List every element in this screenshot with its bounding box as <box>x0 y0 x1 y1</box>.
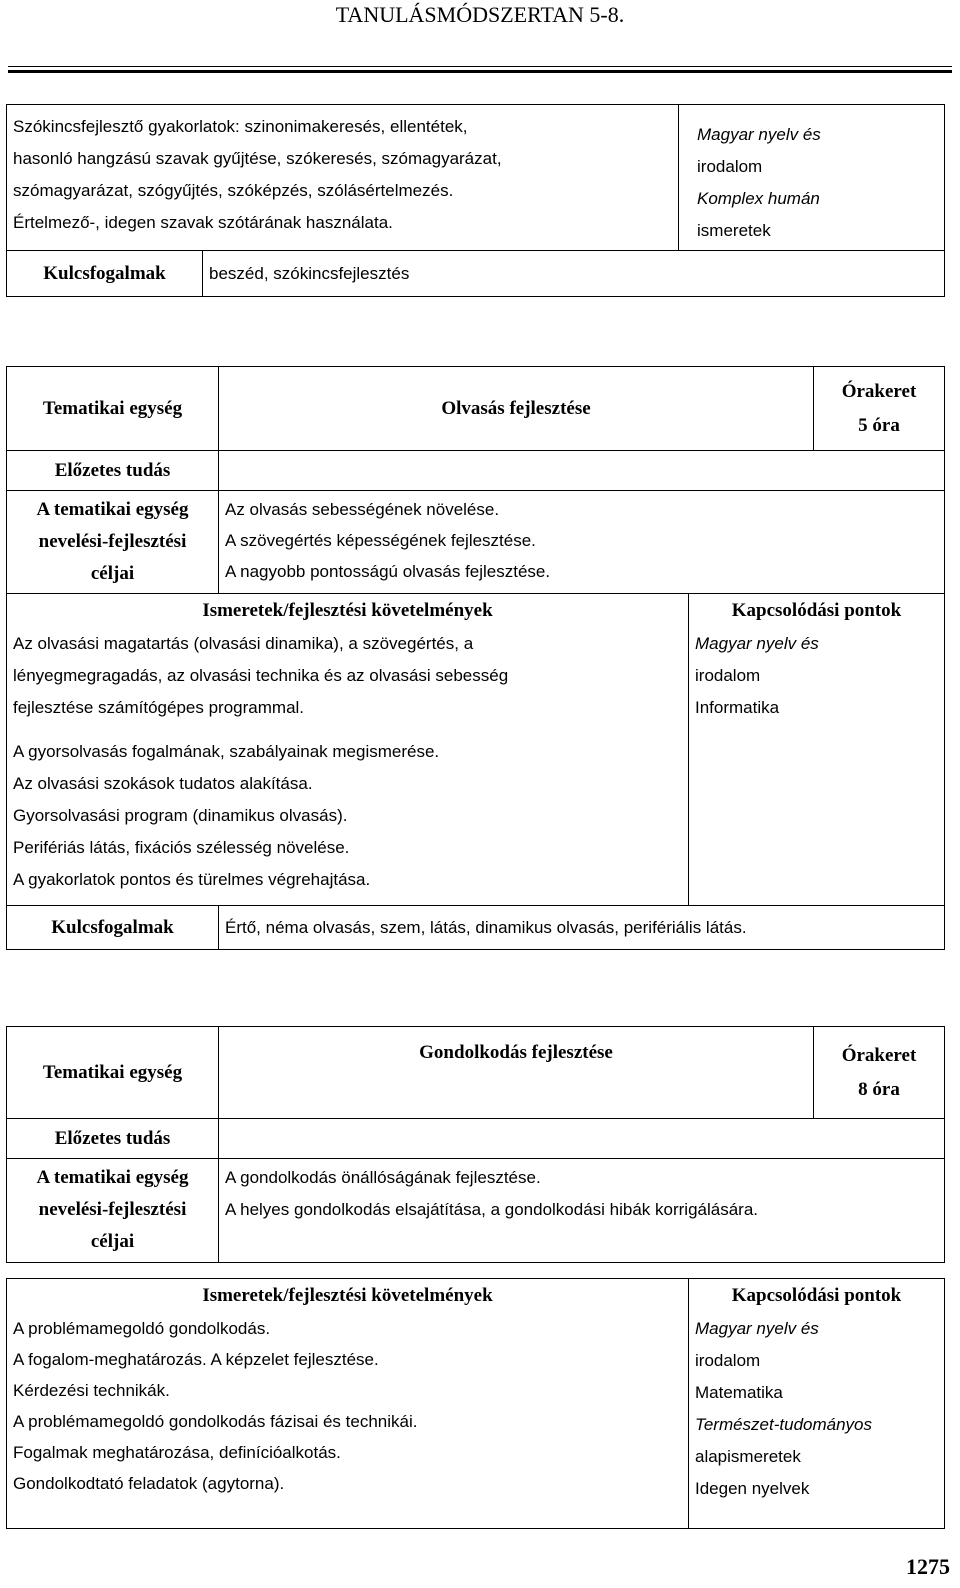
connection-item: Komplex humán <box>697 189 820 208</box>
content-line: szómagyarázat, szógyűjtés, szóképzés, szólásértelmezés. <box>13 181 454 200</box>
running-header: TANULÁSMÓDSZERTAN 5-8. <box>335 2 625 27</box>
connection-item: irodalom <box>697 157 763 176</box>
requirement-line: Az olvasási magatartás (olvasási dinamika), a szövegértés, a <box>13 634 474 653</box>
prior-label: Előzetes tudás <box>7 451 219 491</box>
connection-item: irodalom <box>695 666 761 685</box>
spacer-row <box>7 1263 945 1279</box>
goal-item: A nagyobb pontosságú olvasás fejlesztése. <box>225 562 551 581</box>
keywords-label: Kulcsfogalmak <box>7 251 203 297</box>
keywords-value: Értő, néma olvasás, szem, látás, dinamikus olvasás, perifériális látás. <box>219 906 945 950</box>
top-table <box>6 104 945 297</box>
requirements-cell <box>7 594 689 906</box>
content-line: hasonló hangzású szavak gyűjtése, szókeresés, szómagyarázat, <box>13 149 502 168</box>
requirements-cell <box>7 1279 689 1529</box>
requirement-line: Gondolkodtató feladatok (agytorna). <box>13 1474 285 1493</box>
requirement-line: Fogalmak meghatározása, definícióalkotás. <box>13 1443 341 1462</box>
goals-label-line: nevelési-fejlesztési <box>38 1199 187 1220</box>
requirement-line: lényegmegragadás, az olvasási technika és az olvasási sebesség <box>13 666 509 685</box>
hours-cell <box>814 1027 945 1119</box>
goals-label-line: nevelési-fejlesztési <box>38 531 187 552</box>
hours-value: 5 óra <box>858 414 900 436</box>
connection-item: ismeretek <box>697 221 771 240</box>
hours-value: 8 óra <box>858 1078 900 1100</box>
connection-item: Matematika <box>695 1383 783 1402</box>
content-line: Szókincsfejlesztő gyakorlatok: szinonimakeresés, ellentétek, <box>13 117 468 136</box>
goals-label-line: céljai <box>90 1231 135 1252</box>
connections-cell <box>689 1279 945 1529</box>
requirement-line: A gyorsolvasás fogalmának, szabályainak megismerése. <box>13 742 440 761</box>
connection-item: Idegen nyelvek <box>695 1479 810 1498</box>
connections-heading: Kapcsolódási pontok <box>731 600 902 621</box>
requirement-line: Kérdezési technikák. <box>13 1381 170 1400</box>
hours-label: Órakeret <box>841 1044 917 1066</box>
top-connections-cell <box>679 105 945 251</box>
requirements-heading: Ismeretek/fejlesztési követelmények <box>202 600 493 621</box>
requirement-line: Perifériás látás, fixációs szélesség növelése. <box>13 838 350 857</box>
requirement-line: A problémamegoldó gondolkodás fázisai és technikái. <box>13 1412 418 1431</box>
prior-value <box>219 1119 945 1159</box>
page-number: 1275 <box>906 1554 950 1579</box>
hours-label: Órakeret <box>841 380 917 402</box>
requirement-line: A problémamegoldó gondolkodás. <box>13 1319 271 1338</box>
prior-label: Előzetes tudás <box>7 1119 219 1159</box>
connection-item: Természet-tudományos <box>695 1415 873 1434</box>
connection-item: alapismeretek <box>695 1447 801 1466</box>
topic-label: Tematikai egység <box>7 367 219 451</box>
header-rule-thick <box>8 70 952 73</box>
requirement-line: fejlesztése számítógépes programmal. <box>13 698 305 717</box>
requirement-line: Az olvasási szokások tudatos alakítása. <box>13 774 313 793</box>
hours-cell <box>814 367 945 451</box>
connection-item: Magyar nyelv és <box>695 1319 819 1338</box>
unit1-table <box>6 366 945 950</box>
requirement-line: A gyakorlatok pontos és türelmes végrehajtása. <box>13 870 371 889</box>
topic-title: Olvasás fejlesztése <box>219 367 814 451</box>
keywords-value: beszéd, szókincsfejlesztés <box>203 251 945 297</box>
connection-item: Magyar nyelv és <box>697 125 821 144</box>
topic-title: Gondolkodás fejlesztése <box>219 1027 814 1119</box>
connection-item: Magyar nyelv és <box>695 634 819 653</box>
goals-label-line: A tematikai egység <box>36 499 189 520</box>
goals-label <box>7 1159 219 1263</box>
topic-label: Tematikai egység <box>7 1027 219 1119</box>
goals-label-line: céljai <box>90 563 135 584</box>
goals-label <box>7 491 219 594</box>
requirements-heading: Ismeretek/fejlesztési követelmények <box>202 1285 493 1306</box>
connection-item: irodalom <box>695 1351 761 1370</box>
goals-value <box>219 1159 945 1263</box>
goal-item: A helyes gondolkodás elsajátítása, a gondolkodási hibák korrigálására. <box>225 1200 759 1219</box>
header-rule <box>8 66 952 67</box>
requirement-line: A fogalom-meghatározás. A képzelet fejlesztése. <box>13 1350 379 1369</box>
prior-value <box>219 451 945 491</box>
connections-cell <box>689 594 945 906</box>
goals-value <box>219 491 945 594</box>
connection-item: Informatika <box>695 698 780 717</box>
content-line: Értelmező-, idegen szavak szótárának használata. <box>13 213 393 232</box>
goal-item: Az olvasás sebességének növelése. <box>225 500 500 519</box>
goals-label-line: A tematikai egység <box>36 1167 189 1188</box>
top-content-cell <box>7 105 679 251</box>
keywords-label: Kulcsfogalmak <box>7 906 219 950</box>
goal-item: A szövegértés képességének fejlesztése. <box>225 531 536 550</box>
connections-heading: Kapcsolódási pontok <box>731 1285 902 1306</box>
requirement-line: Gyorsolvasási program (dinamikus olvasás). <box>13 806 348 825</box>
unit2-table <box>6 1026 945 1529</box>
goal-item: A gondolkodás önállóságának fejlesztése. <box>225 1168 541 1187</box>
